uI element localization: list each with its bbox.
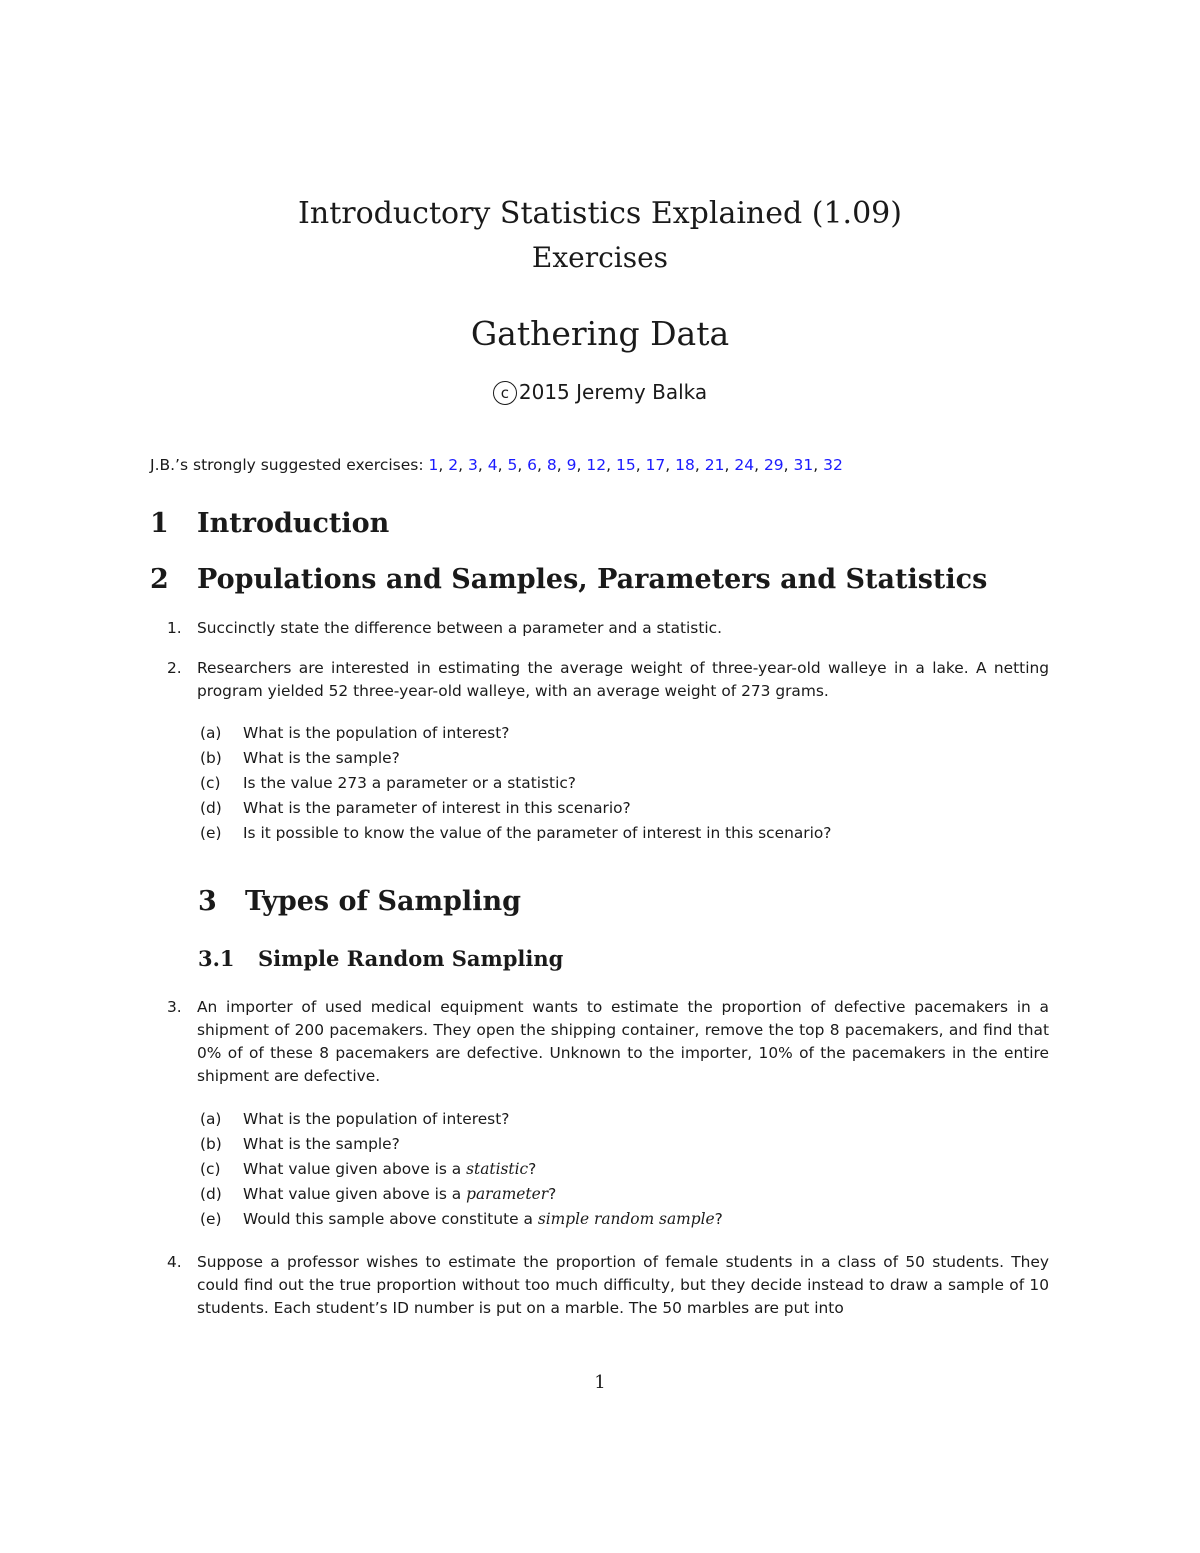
question-2-part-c: [200, 771, 576, 796]
suggested-exercise-link-21[interactable]: 21: [704, 456, 725, 474]
section-number: 1: [150, 508, 169, 539]
part-label: (d): [200, 799, 222, 817]
question-4: [167, 1251, 1049, 1320]
copyright-line: [0, 380, 1200, 405]
section-title: Populations and Samples, Parameters and Statistics: [197, 564, 988, 595]
question-number: 3.: [167, 998, 182, 1016]
part-text-post: ?: [714, 1210, 723, 1228]
suggested-exercise-link-18[interactable]: 18: [675, 456, 695, 474]
question-3-part-a: [200, 1107, 509, 1132]
suggested-exercise-link-1[interactable]: 1: [428, 456, 439, 474]
part-text: What is the population of interest?: [243, 724, 510, 742]
question-3-part-e: [200, 1207, 723, 1232]
document-title: Introductory Statistics Explained (1.09): [298, 196, 902, 231]
suggested-exercises: [150, 456, 843, 474]
part-text: Is the value 273 a parameter or a statistic?: [243, 774, 576, 792]
suggested-exercise-link-6[interactable]: 6: [527, 456, 538, 474]
part-label: (e): [200, 824, 222, 842]
part-text: What is the sample?: [243, 1135, 400, 1153]
link-separator: ,: [724, 456, 735, 474]
suggested-exercise-link-5[interactable]: 5: [507, 456, 518, 474]
section-number: 3: [198, 886, 217, 917]
part-text-emphasis: simple random sample: [537, 1210, 715, 1228]
part-text-pre: What value given above is a: [243, 1160, 467, 1178]
question-1: [167, 617, 1049, 640]
part-text: What is the sample?: [243, 749, 400, 767]
part-text: What is the parameter of interest in this scenario?: [243, 799, 631, 817]
suggested-label: J.B.’s strongly suggested exercises:: [150, 456, 424, 474]
suggested-exercise-link-8[interactable]: 8: [546, 456, 557, 474]
copyright-text: 2015 Jeremy Balka: [518, 380, 708, 404]
section-heading-types-of-sampling: [198, 886, 521, 917]
question-2-part-a: [200, 721, 509, 746]
subsection-heading-simple-random-sampling: [198, 946, 563, 971]
page-number: 1: [594, 1372, 606, 1393]
document-subtitle: Exercises: [531, 241, 669, 274]
link-separator: ,: [477, 456, 488, 474]
subsection-title: Simple Random Sampling: [258, 946, 564, 971]
question-number: 1.: [167, 619, 182, 637]
question-text: Suppose a professor wishes to estimate the proportion of female students in a class of 50 students. They could find out the true proportion without too much difficulty, but they decide instead to draw a sample of 10 students. Each student’s ID number is put on a marble. The 50 marbles are put into: [197, 1253, 1049, 1317]
part-label: (d): [200, 1185, 222, 1203]
link-separator: ,: [665, 456, 676, 474]
section-heading-introduction: [150, 508, 389, 539]
part-label: (c): [200, 1160, 221, 1178]
suggested-exercise-link-9[interactable]: 9: [566, 456, 577, 474]
suggested-exercise-link-31[interactable]: 31: [793, 456, 814, 474]
link-separator: ,: [783, 456, 794, 474]
part-label: (e): [200, 1210, 222, 1228]
part-text-pre: Would this sample above constitute a: [243, 1210, 538, 1228]
suggested-exercise-link-2[interactable]: 2: [448, 456, 459, 474]
suggested-exercise-link-24[interactable]: 24: [734, 456, 755, 474]
question-2: [167, 657, 1049, 703]
link-separator: ,: [556, 456, 567, 474]
part-label: (a): [200, 1110, 222, 1128]
question-3-part-c: [200, 1157, 536, 1182]
suggested-exercise-link-17[interactable]: 17: [645, 456, 666, 474]
section-heading-populations: [150, 564, 987, 595]
part-label: (b): [200, 749, 222, 767]
link-separator: ,: [537, 456, 547, 474]
part-text: Is it possible to know the value of the parameter of interest in this scenario?: [243, 824, 832, 842]
part-label: (a): [200, 724, 222, 742]
question-2-part-e: [200, 821, 831, 846]
link-separator: ,: [438, 456, 449, 474]
question-text: Researchers are interested in estimating the average weight of three-year-old walleye in a lake. A netting program yielded 52 three-year-old walleye, with an average weight of 273 grams.: [197, 659, 1049, 700]
question-2-part-b: [200, 746, 400, 771]
link-separator: ,: [813, 456, 824, 474]
copyright-icon: c: [493, 381, 517, 405]
link-separator: ,: [576, 456, 587, 474]
chapter-title: Gathering Data: [470, 314, 730, 353]
question-3-part-b: [200, 1132, 400, 1157]
section-title: Types of Sampling: [245, 886, 521, 917]
suggested-exercise-link-4[interactable]: 4: [487, 456, 498, 474]
part-text-post: ?: [548, 1185, 557, 1203]
question-3: [167, 996, 1049, 1088]
question-2-part-d: [200, 796, 631, 821]
link-separator: ,: [458, 456, 468, 474]
question-number: 4.: [167, 1253, 182, 1271]
part-text-post: ?: [528, 1160, 537, 1178]
suggested-exercise-link-29[interactable]: 29: [763, 456, 784, 474]
suggested-exercise-link-3[interactable]: 3: [467, 456, 478, 474]
suggested-links-list: [429, 456, 843, 474]
subsection-number: 3.1: [198, 946, 235, 971]
part-text-pre: What value given above is a: [243, 1185, 467, 1203]
link-separator: ,: [635, 456, 646, 474]
question-3-part-d: [200, 1182, 556, 1207]
link-separator: ,: [606, 456, 616, 474]
suggested-exercise-link-15[interactable]: 15: [615, 456, 636, 474]
link-separator: ,: [694, 456, 705, 474]
part-label: (c): [200, 774, 221, 792]
question-text: An importer of used medical equipment wants to estimate the proportion of defective pacemakers in a shipment of 200 pacemakers. They open the shipping container, remove the top 8 pacemakers, and find that 0% of of these 8 pacemakers are defective. Unknown to the importer, 10% of the pacemakers in the entire shipment are defective.: [197, 998, 1049, 1085]
part-text-emphasis: statistic: [466, 1160, 529, 1178]
part-text: What is the population of interest?: [243, 1110, 510, 1128]
part-text-emphasis: parameter: [466, 1185, 549, 1203]
question-number: 2.: [167, 659, 182, 677]
section-number: 2: [150, 564, 169, 595]
suggested-exercise-link-32[interactable]: 32: [823, 456, 843, 474]
link-separator: ,: [517, 456, 528, 474]
link-separator: ,: [497, 456, 508, 474]
question-text: Succinctly state the difference between a parameter and a statistic.: [197, 619, 722, 637]
section-title: Introduction: [197, 508, 390, 539]
link-separator: ,: [754, 456, 764, 474]
part-label: (b): [200, 1135, 222, 1153]
suggested-exercise-link-12[interactable]: 12: [586, 456, 607, 474]
